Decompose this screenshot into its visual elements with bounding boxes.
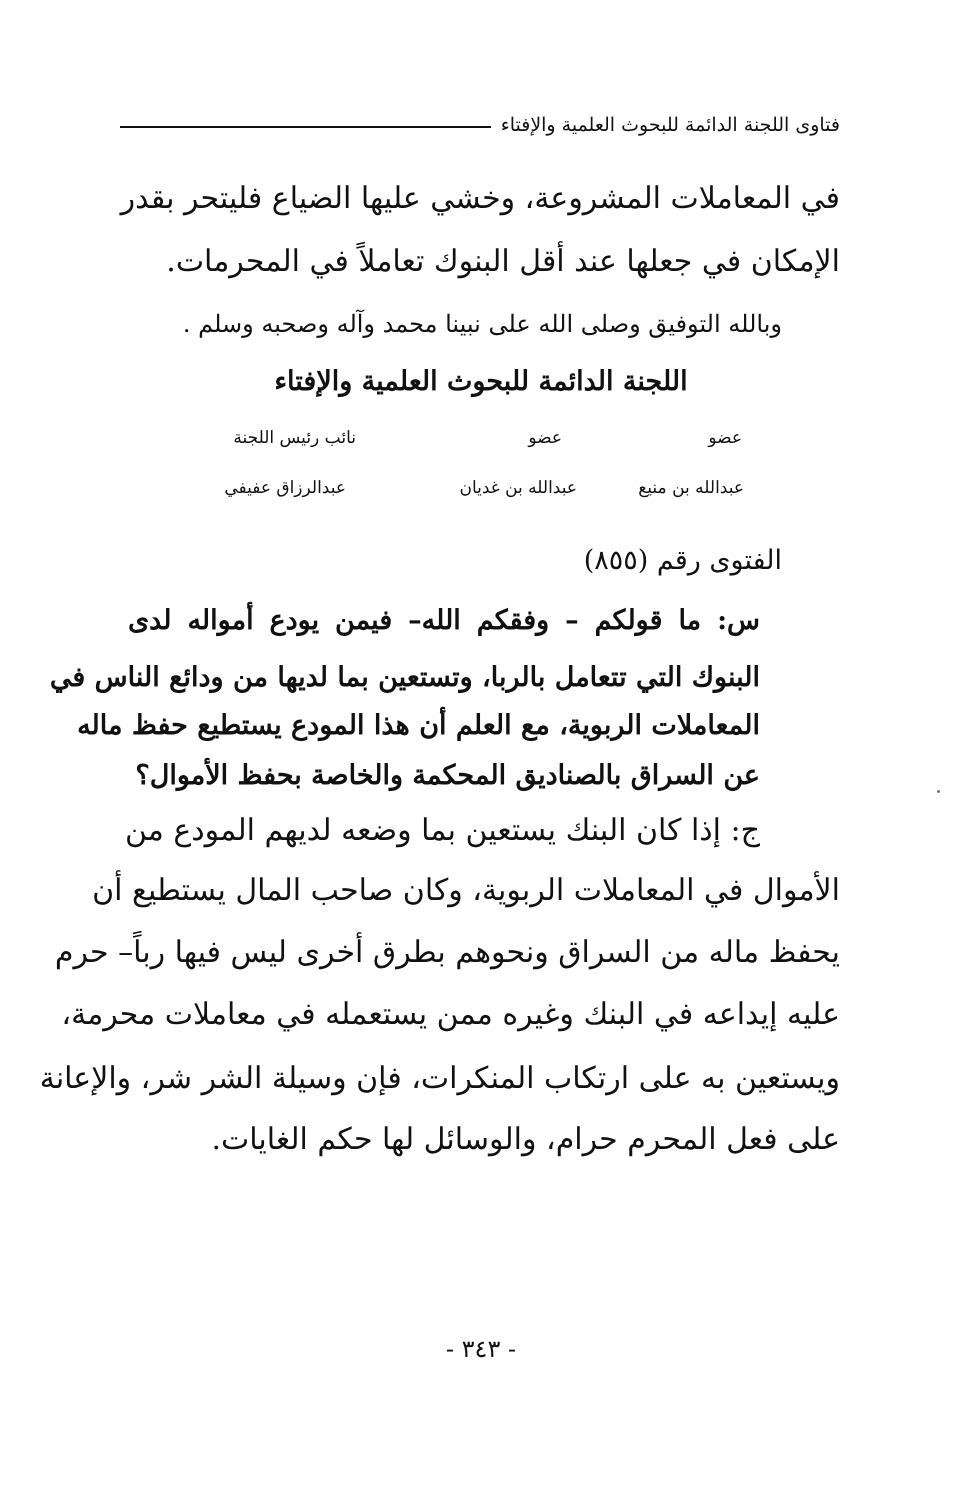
signature-role-1: عضو (708, 428, 742, 448)
question-line-1: س: ما قولكم – وفقكم الله– فيمن يودع أمواله لدى (128, 605, 760, 636)
answer-line-1: ج: إذا كان البنك يستعين بما وضعه لديهم المودع من (124, 813, 760, 848)
question-line-2: البنوك التي تتعامل بالربا، وتستعين بما لديها من ودائع الناس في (49, 662, 760, 693)
answer-line-2: الأموال في المعاملات الربوية، وكان صاحب المال يستطيع أن (92, 873, 840, 908)
running-header (120, 110, 840, 140)
answer-line-3: يحفظ ماله من السراق ونحوهم بطرق أخرى ليس فيها رباً– حرم (54, 935, 840, 970)
signature-name-1: عبدالله بن منيع (638, 478, 744, 498)
scan-speck (937, 790, 940, 793)
signature-role-2: عضو (528, 428, 562, 448)
closing-formula: وبالله التوفيق وصلى الله على نبينا محمد وآله وصحبه وسلم . (182, 310, 782, 338)
header-rule (120, 126, 491, 128)
answer-line-4: عليه إيداعه في البنك وغيره ممن يستعمله في معاملات محرمة، (61, 997, 840, 1032)
intro-line-1: في المعاملات المشروعة، وخشي عليها الضياع فليتحر بقدر (120, 181, 840, 216)
intro-line-2: الإمكان في جعلها عند أقل البنوك تعاملاً في المحرمات. (166, 244, 840, 279)
question-line-4: عن السراق بالصناديق المحكمة والخاصة بحفظ الأموال؟ (135, 760, 760, 791)
page-number: - ٣٤٣ - (445, 1335, 517, 1363)
committee-title: اللجنة الدائمة للبحوث العلمية والإفتاء (274, 366, 688, 397)
running-header-title: فتاوى اللجنة الدائمة للبحوث العلمية والإفتاء (500, 114, 840, 136)
fatwa-number: الفتوى رقم (٨٥٥) (583, 545, 782, 576)
answer-line-5: ويستعين به على ارتكاب المنكرات، فإن وسيلة الشر شر، والإعانة (39, 1061, 840, 1096)
signature-role-3: نائب رئيس اللجنة (233, 428, 356, 448)
signature-name-3: عبدالرزاق عفيفي (224, 478, 346, 498)
signature-name-2: عبدالله بن غديان (459, 478, 577, 498)
answer-line-6: على فعل المحرم حرام، والوسائل لها حكم الغايات. (211, 1122, 840, 1157)
question-line-3: المعاملات الربوية، مع العلم أن هذا المودع يستطيع حفظ ماله (77, 710, 760, 741)
